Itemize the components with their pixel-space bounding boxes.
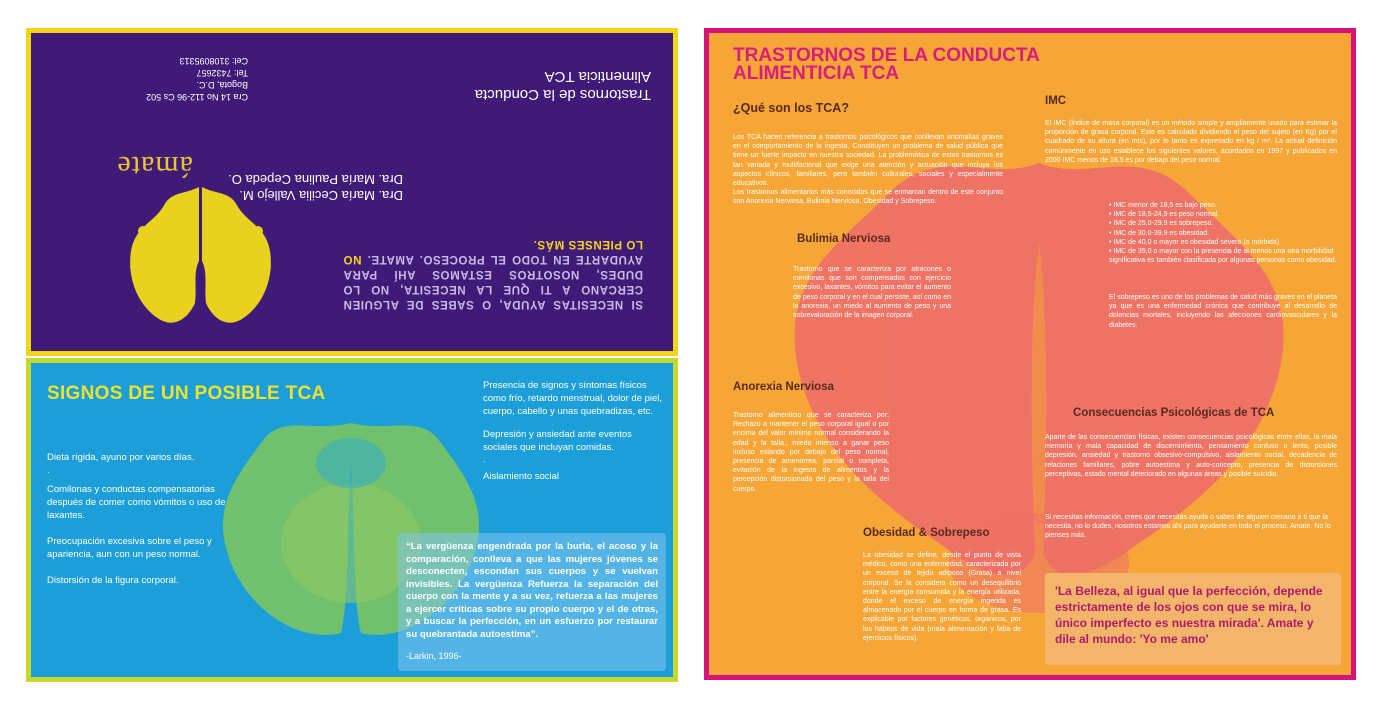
imc-list-item: • IMC de 35,0 o mayor con la presencia de al menos una otra morbilidad significativa es también clasificada por algunas personas como obesidad. [1109, 248, 1337, 265]
bulimia-heading: Bulimia Nerviosa [797, 233, 891, 245]
imc-list-item: • IMC menor de 18,5 es bajo peso. [1109, 202, 1217, 209]
imc-list-item: • IMC de 18,5-24,9 es peso normal. [1109, 211, 1220, 219]
info-panel [704, 28, 1356, 680]
que-son-paragraph: Los trastornos alimentarios más conocidos que se enmarcan dentro de este conjunto son Anorexia Nerviosa, Bulimia Nerviosa, Obesidad y Sobrepeso. [733, 189, 1003, 206]
sign-item: Aislamiento social [483, 471, 560, 482]
help-message-highlight: NO LO PIENSES MÁS. [343, 238, 643, 265]
anorexia-heading: Anorexia Nerviosa [733, 381, 834, 393]
contact-tel: Tel: 7432657 [196, 68, 248, 78]
contact-info [58, 55, 248, 103]
sign-item: Dieta rígida, ayuno por varios días. [47, 452, 195, 463]
help-message-text: SI NECESITAS AYUDA, O SABES DE ALGUIEN CERCANO A TI QUE LA NECESITA, NO LO DUDES, NOSOTROS ESTAMOS AHÍ PARA AYUDARTE EN TODO EL PROCESO. AMATE. [343, 253, 643, 310]
que-son-paragraph: Los TCA hacen referencia a trastornos psicológicos que conllevan anomalías graves en el comportamiento de la ingesta. Constituyen un problema de salud pública que tiene un fuerte impacto en nuestra sociedad. La problemática de estos trastornos es tan variada y multifactorial que exige una atención y actuación que incluya los aspectos clínicos, familiares, pero también culturales, sociales y especialmente educativos. [733, 134, 1003, 188]
help-message [343, 236, 643, 311]
anorexia-text: Trastorno alimenticio que se caracteriza por: Rechazo a mantener el peso corporal igual o por encima del valor mínimo normal considerando la edad y la talla., miedo intenso a ganar peso incluso estando por debajo del peso normal, presencia de amenorrea, parcial o completa, evitación de la ingesta de alimentos y la percepción distorsionada del peso y la talla del cuerpo. [733, 412, 889, 493]
consecuencias-text-2: Si necesitas información, crees que necesitas ayuda o sabes de alguien cercano a ti que la necesita, no lo dudes, nosotros estamos ahí para ayudarte en todo el proceso. Amate. No lo pienses más. [1045, 514, 1331, 540]
sign-item: Presencia de signos y síntomas físicos como frío, retardo menstrual, dolor de piel, cuerpo, cabello y unas quebradizas, etc. [483, 380, 663, 417]
sign-item: Preocupación excesiva sobre el peso y apariencia, aun con un peso normal. [47, 536, 212, 560]
que-son-heading: ¿Qué son los TCA? [733, 101, 849, 115]
sign-item: Distorsión de la figura corporal. [47, 575, 179, 586]
signs-title: SIGNOS DE UN POSIBLE TCA [47, 383, 326, 404]
imc-heading: IMC [1045, 95, 1067, 107]
signs-list-right [483, 379, 663, 493]
signs-panel [26, 358, 678, 682]
sign-item: Depresión y ansiedad ante eventos sociales que incluyan comidas. [483, 429, 632, 453]
signs-list-left [47, 451, 247, 600]
amate-logo: ámate [116, 150, 193, 183]
sign-item: Comilonas y conductas compensatorias después de comer como vómitos o uso de laxantes. [47, 484, 226, 521]
back-cover-panel [26, 28, 678, 356]
back-cover-title: Trastornos de la Conducta Alimenticia TCA [474, 68, 651, 103]
larkin-quote-box [398, 533, 666, 671]
imc-list-item: • IMC de 30,0-39,9 es obesidad. [1109, 229, 1210, 237]
consecuencias-heading: Consecuencias Psicológicas de TCA [1073, 407, 1275, 419]
obesidad-text: La obesidad se define, desde el punto de vista médico, como una enfermedad, caracterizada por un exceso de tejido adiposo (Grasa) a nivel corporal. Se la considera como un desequilibrio entre la energía consumida y la energía utilizada, donde el exceso de energía ingerida es almacenado por el cuerpo en forma de grasa. Es explicable por factores genéticos, orgánicos, por los hábitos de vida (mala alimentación y falta de ejercicios físicos). [863, 552, 1021, 642]
larkin-quote-author: -Larkin, 1996- [406, 651, 462, 661]
doctor-name: Dra. María Cecilia Vallejo M. [239, 188, 403, 203]
obesidad-heading: Obesidad & Sobrepeso [863, 527, 990, 539]
larkin-quote-text: “La vergüenza engendrada por la burla, el acoso y la comparación, conlleva a que las mujeres jóvenes se desconecten, escondan sus cuerpos y se vuelvan invisibles. La vergüenza Refuerza la separación del cuerpo con la mente y a su vez, refuerza a las mujeres a ejercer criticas sobre su propio cuerpo y el de otras, y a buscar la perfección, en un esfuerzo por restaurar su quebrantada autoestima”. [406, 541, 658, 640]
belleza-quote-box [1045, 573, 1341, 665]
belleza-quote-text: 'La Belleza, al igual que la perfección, depende estrictamente de los ojos con que se mira, lo único imperfecto es nuestra mirada'. Amate y dile al mundo: 'Yo me amo' [1055, 584, 1323, 646]
imc-text: El IMC (Índice de masa corporal) es un método simple y ampliamente usado para estimar la proporción de grasa corporal. Este es calculado dividiendo el peso del sujeto (en Kg) por el cuadrado de su altura (en mts), por lo tanto es expresado en kg / m². La actual definición comúnmente en uso establece los siguientes valores, acordados en 1997 y publicados en 2000 IMC menos de 18,5 es por debajo del peso normal. [1045, 120, 1337, 164]
imc-text-2: El sobrepeso es uno de los problemas de salud más graves en el planeta ya que es una enfermedad crónica que contribuye al desarrollo de dolencias mortales, incluyendo las afecciones cardiovasculares y la diabetes. [1109, 294, 1337, 329]
bullet-dot: · [47, 468, 50, 477]
bulimia-text: Trastorno que se caracteriza por atracones o comilonas que son compensados con ejercicio excesivo, laxantes, vómitos para evitar el aumento de peso corporal y en el cual persiste, así como en la anorexia, un miedo al aumento de peso y una sobrevaloración de la imagen corporal. [793, 266, 951, 320]
imc-list [1109, 201, 1337, 265]
contact-address: Cra 14 No 112-96 Cs 502 [146, 92, 248, 102]
imc-list-item: • IMC de 25,0-29,9 es sobrepeso. [1109, 220, 1214, 228]
main-title: TRASTORNOS DE LA CONDUCTA ALIMENTICIA TCA [733, 45, 1040, 84]
doctor-name: Dra. María Paulina Cepeda O. [228, 172, 403, 187]
que-son-text [733, 133, 1003, 207]
contact-cel: Cel: 3108095313 [179, 56, 248, 66]
imc-list-item: • IMC de 40,0 o mayor es obesidad severa (o mórbida). [1109, 238, 1282, 246]
contact-city: Bogotá, D.C. [196, 80, 248, 90]
consecuencias-text: Aparte de las consecuencias físicas, existen consecuencias psicológicas entre ellas, la mala memoria y mala capacidad de discernimiento, pensamiento confuso o lento, posible depresión, ansiedad y trastorno obsesivo-compulsivo, aislamiento social, decadencia de relaciones familiares, pobre autoestima y auto-concepto, presencia de distorsiones perceptivas, estado mental deteriorado en algunas áreas y posible suicidio. [1045, 434, 1337, 478]
bullet-dot: · [483, 457, 486, 466]
yellow-inkblot-image [123, 177, 278, 337]
